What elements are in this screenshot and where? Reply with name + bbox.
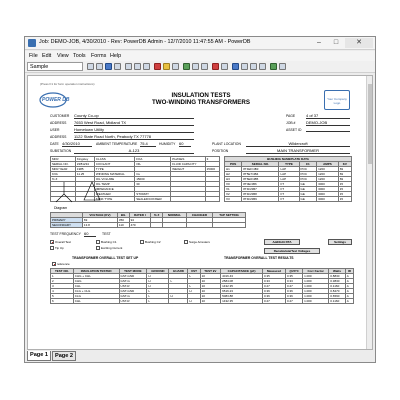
table-cell[interactable]: 6 <box>51 299 74 304</box>
table-cell[interactable]: % Z <box>51 177 76 182</box>
table-icon[interactable] <box>201 63 208 70</box>
table-cell[interactable]: 1200 <box>317 167 339 172</box>
table-cell[interactable]: 470 <box>129 223 151 228</box>
table-cell[interactable]: X3 <box>225 197 242 202</box>
table-cell[interactable]: A <box>345 289 353 294</box>
table-cell[interactable]: STORMY <box>135 192 171 197</box>
position-label: POSITION <box>212 149 229 153</box>
table-cell[interactable]: 0.33 <box>262 279 285 284</box>
customer-label: CUSTOMER <box>50 114 70 118</box>
table-cell[interactable]: L <box>188 284 200 289</box>
overall-test-checkbox[interactable] <box>50 240 54 244</box>
table-cell[interactable]: H <box>147 284 169 289</box>
table-cell[interactable]: 3000 <box>317 197 339 202</box>
table-cell[interactable]: 1.000 <box>303 279 329 284</box>
table-cell[interactable]: 1432.35 <box>221 299 263 304</box>
table-cell[interactable]: H3 <box>225 177 242 182</box>
table-cell[interactable]: GE <box>299 187 317 192</box>
menu-bar <box>25 51 375 61</box>
table-row <box>51 223 246 228</box>
table-cell[interactable]: X0 <box>225 182 242 187</box>
settings-button[interactable]: Settings <box>328 239 352 245</box>
table-cell[interactable]: 8T5E7/4B4 <box>242 172 279 177</box>
bushing-table <box>224 156 352 202</box>
table-cell[interactable]: L <box>147 299 169 304</box>
table-cell[interactable]: 10 <box>200 274 221 279</box>
table-cell: % Z <box>151 213 163 218</box>
surge-arresters-checkbox[interactable] <box>184 240 188 244</box>
table-cell[interactable]: 3000 <box>317 182 339 187</box>
table-cell[interactable]: GST-G <box>119 279 147 284</box>
exciting-current-label: Exciting Current <box>101 246 123 250</box>
table-cell[interactable]: 1.000 <box>303 274 329 279</box>
table-cell[interactable]: 13.8 <box>82 223 117 228</box>
page-field[interactable]: 4 of 37 <box>306 113 350 119</box>
table-cell[interactable]: WEIGHT <box>171 167 205 172</box>
table-cell[interactable]: A <box>345 294 353 299</box>
menu-view[interactable]: View <box>57 52 69 59</box>
toolbar <box>25 61 375 73</box>
table-cell: BIL <box>117 213 129 218</box>
bushing-c2-checkbox[interactable] <box>140 240 144 244</box>
table-cell[interactable]: TYPE <box>94 167 134 172</box>
table-cell: Corr Factor <box>303 269 329 274</box>
table-cell: VOLTAGE (KV) <box>82 213 117 218</box>
table-cell[interactable]: 6516.23 <box>221 289 263 294</box>
table-cell[interactable]: A <box>345 299 353 304</box>
table-cell[interactable]: UST-R <box>119 284 147 289</box>
bushing-table-title: BUSHING NAMEPLATE DATA <box>225 157 352 162</box>
window-title: Job: DEMO-JOB, 4/30/2010 - Rev: PowerDB Admin - 12/7/2010 11:47:55 AM - PowerDB <box>39 39 251 45</box>
table-cell[interactable]: 1985 <box>75 167 94 172</box>
table-cell[interactable]: FLUID CAPACITY <box>171 162 205 167</box>
delete-icon[interactable] <box>154 63 161 70</box>
table-row <box>225 197 352 202</box>
table-cell[interactable]: 15 <box>338 182 351 187</box>
table-cell[interactable]: 0.36 <box>285 289 302 294</box>
table-cell[interactable]: TANK TYPE <box>94 197 134 202</box>
export-icon[interactable] <box>241 63 248 70</box>
table-cell: PRIMARY <box>51 218 83 223</box>
table-cell[interactable]: 1200 <box>317 172 339 177</box>
date-field[interactable]: 4/30/2010 <box>62 141 92 147</box>
table-cell[interactable]: FT <box>279 192 299 197</box>
menu-tools[interactable]: Tools <box>73 52 86 59</box>
table-cell[interactable]: H <box>147 274 169 279</box>
table-cell: @20°C <box>285 269 302 274</box>
refresh-icon[interactable] <box>270 63 277 70</box>
vertical-scrollbar[interactable] <box>366 76 372 349</box>
table-cell[interactable]: 11.25 <box>75 172 94 177</box>
winding-diagram <box>52 176 106 210</box>
address-label: ADDRESS <box>50 121 67 125</box>
table-cell[interactable]: L <box>169 279 188 284</box>
table-cell[interactable]: POC <box>299 167 317 172</box>
scrollbar-thumb[interactable] <box>368 84 372 164</box>
table-cell[interactable]: 15 <box>338 197 351 202</box>
cut-icon[interactable] <box>125 63 132 70</box>
table-cell: GROUND <box>147 269 169 274</box>
table-cell[interactable]: FT <box>279 197 299 202</box>
folder-icon[interactable] <box>163 63 170 70</box>
table-cell[interactable]: GE <box>299 192 317 197</box>
table-cell[interactable]: 0.35 <box>285 274 302 279</box>
tab-page-1[interactable]: Page 1 <box>27 351 51 361</box>
table-cell[interactable]: 2 <box>51 279 74 284</box>
table-cell: AMPS <box>317 162 339 167</box>
app-icon <box>28 39 36 47</box>
menu-help[interactable]: Help <box>110 52 122 59</box>
table-cell[interactable]: A <box>345 279 353 284</box>
bushing-c2-label: Bushing C2 <box>145 240 161 244</box>
table-cell: Watts <box>329 269 346 274</box>
table-cell[interactable] <box>186 223 212 228</box>
user-label: USER <box>50 128 60 132</box>
table-cell: C1 <box>299 162 317 167</box>
table-cell[interactable]: CLASS <box>94 157 134 162</box>
page-tabs <box>27 351 373 362</box>
table-cell[interactable]: 3000 <box>317 192 339 197</box>
table-cell[interactable]: 4016.43 <box>221 274 263 279</box>
overall-setup-title: TRANSFORMER OVERALL TEST SET UP <box>72 256 139 260</box>
table-cell[interactable]: GST-GND <box>119 274 147 279</box>
table-cell[interactable]: 1.000 <box>303 294 329 299</box>
table-cell[interactable]: MFR YEAR <box>51 167 76 172</box>
table-cell[interactable]: 15000 <box>135 177 171 182</box>
page-label: PAGE <box>286 114 296 118</box>
table-cell[interactable]: KVA <box>51 172 76 177</box>
table-cell[interactable]: 0.8830 <box>329 274 346 279</box>
table-cell: IR <box>345 269 353 274</box>
help-icon[interactable] <box>279 63 286 70</box>
table-cell[interactable]: 5083.88 <box>221 294 263 299</box>
table-cell[interactable]: 10 <box>200 284 221 289</box>
table-cell[interactable]: 8T0E/4B6 <box>242 182 279 187</box>
table-cell[interactable]: UST-R <box>119 299 147 304</box>
table-cell[interactable]: 8T4EF/4B3 <box>242 167 279 172</box>
table-cell[interactable]: WINDING MATERIAL <box>94 172 134 177</box>
substation-field[interactable]: A-123 <box>74 148 194 154</box>
table-cell[interactable] <box>213 223 246 228</box>
table-cell[interactable]: 1200 <box>317 177 339 182</box>
test-frequency-field[interactable]: 60 <box>84 231 96 237</box>
table-cell[interactable]: L <box>147 289 169 294</box>
open-icon[interactable] <box>96 63 103 70</box>
table-cell[interactable]: 0.33 <box>285 279 302 284</box>
table-cell[interactable]: 10 <box>200 294 221 299</box>
substation-label: SUBSTATION <box>50 149 72 153</box>
table-cell[interactable]: 1.000 <box>303 299 329 304</box>
overall-test-label: Overall Test <box>55 240 71 244</box>
table-cell[interactable]: 0.27 <box>285 299 302 304</box>
table-cell: RATED I <box>129 213 151 218</box>
table-cell[interactable]: 3 <box>51 284 74 289</box>
table-cell[interactable]: WEATHER <box>94 192 134 197</box>
table-cell[interactable]: CHG <box>73 279 119 284</box>
bushing-c1-label: Bushing C1 <box>101 240 117 244</box>
test-frequency-label: TEST FREQUENCY <box>50 232 81 236</box>
table-cell[interactable]: LAP <box>279 172 299 177</box>
table-cell[interactable]: 0.27 <box>262 284 285 289</box>
table-cell[interactable] <box>151 223 163 228</box>
table-cell[interactable]: H <box>188 289 200 294</box>
table-cell[interactable]: A <box>345 284 353 289</box>
table-cell[interactable]: A <box>345 274 353 279</box>
table-cell: UST <box>188 269 200 274</box>
table-cell[interactable]: GST-G <box>119 294 147 299</box>
user-address-field[interactable]: 1122 State Road North, Peabody TX 77778 <box>74 134 194 140</box>
table-cell[interactable] <box>205 197 219 202</box>
table-cell[interactable]: 15 <box>338 192 351 197</box>
table-cell: POS <box>225 162 242 167</box>
table-cell[interactable]: 0.27 <box>285 284 302 289</box>
form-area <box>27 75 373 350</box>
hint-text: (Press F1 for form operation instructions) <box>40 82 95 86</box>
reference-checkbox[interactable] <box>52 262 56 266</box>
job-label: JOB # <box>286 121 296 125</box>
menu-forms[interactable]: Forms <box>91 52 107 59</box>
table-cell[interactable]: CLG + CHL <box>73 289 119 294</box>
table-cell[interactable]: 5 <box>51 294 74 299</box>
table-cell[interactable]: 1432.35 <box>221 284 263 289</box>
table-cell[interactable]: GE <box>299 197 317 202</box>
table-cell[interactable]: H <box>188 299 200 304</box>
tab-page-2[interactable]: Page 2 <box>52 351 76 361</box>
table-cell[interactable]: 8T4D/4B7 <box>242 187 279 192</box>
table-cell[interactable]: FT <box>279 182 299 187</box>
user-field[interactable]: Hometown Utility <box>74 127 194 133</box>
table-cell[interactable]: COOLANT <box>94 162 134 167</box>
table-cell[interactable]: 10 <box>200 299 221 304</box>
position-field[interactable]: MAIN TRANSFORMER <box>246 148 350 154</box>
table-cell: TYPE <box>279 162 299 167</box>
table-cell[interactable]: 1 <box>51 274 74 279</box>
table-cell: TAP SETTING <box>213 213 246 218</box>
table-cell[interactable]: 15000 <box>205 167 219 172</box>
table-cell[interactable]: FT <box>279 187 299 192</box>
humidity-label: HUMIDITY <box>159 142 176 146</box>
table-cell: Measured <box>262 269 285 274</box>
powerdb-window <box>24 36 376 363</box>
table-cell[interactable]: 69 <box>338 177 351 182</box>
add-edit-dta-button[interactable]: Add/Edit DTA <box>264 239 300 245</box>
table-cell[interactable]: 94 <box>129 218 151 223</box>
table-cell[interactable]: L <box>147 294 169 299</box>
table-cell[interactable]: 0.36 <box>262 289 285 294</box>
zoom-in-icon[interactable] <box>250 63 257 70</box>
table-cell[interactable]: L <box>188 274 200 279</box>
table-cell[interactable]: Kingsley <box>75 157 94 162</box>
recalculate-button[interactable]: Recalculate/Test Voltages <box>264 248 320 254</box>
table-cell[interactable]: POC <box>299 172 317 177</box>
table-cell[interactable]: 15 <box>338 187 351 192</box>
powerdb-logo <box>38 90 70 108</box>
table-cell[interactable]: 2584.08 <box>221 279 263 284</box>
table-cell[interactable]: 10 <box>200 289 221 294</box>
user-address-label: ADDRESS <box>50 135 67 139</box>
table-cell: SERIAL NO. <box>242 162 279 167</box>
date-label: DATE <box>50 142 59 146</box>
tip-up-checkbox[interactable] <box>50 246 54 250</box>
table-cell[interactable]: 3 <box>205 157 219 162</box>
table-cell[interactable]: H2 <box>225 172 242 177</box>
table-cell[interactable]: 0.1160 <box>329 299 346 304</box>
table-cell[interactable] <box>171 197 205 202</box>
test-label: TEST <box>102 232 111 236</box>
table-cell[interactable]: 69 <box>338 172 351 177</box>
table-cell[interactable]: GE <box>299 182 317 187</box>
table-cell: GUARD <box>169 269 188 274</box>
table-cell[interactable]: IMPEDANCE <box>94 187 134 192</box>
table-cell[interactable]: 0.8470 <box>329 289 346 294</box>
import-icon[interactable] <box>232 63 239 70</box>
print-icon[interactable] <box>114 63 121 70</box>
table-cell: TEST MODE <box>119 269 147 274</box>
job-field[interactable]: DEMO-JOB <box>306 120 350 126</box>
form-icon[interactable] <box>172 63 179 70</box>
table-cell: KV <box>338 162 351 167</box>
table-cell[interactable]: 8T4D/4B9 <box>242 197 279 202</box>
reference-label: reference <box>57 262 70 266</box>
table-cell[interactable]: 30 <box>135 182 171 187</box>
table-cell[interactable]: 110 <box>117 223 129 228</box>
table-cell[interactable]: 350 <box>117 218 129 223</box>
chart-icon[interactable] <box>192 63 199 70</box>
table-cell: SECONDARY <box>51 223 83 228</box>
new-icon[interactable] <box>87 63 94 70</box>
asset-id-label: ASSET ID <box>286 128 302 132</box>
overall-results-table <box>50 268 354 304</box>
title-bar <box>25 37 375 50</box>
form-title: INSULATION TESTS <box>171 92 231 99</box>
table-cell[interactable]: 10 <box>200 279 221 284</box>
table-cell: TEST NO. <box>51 269 74 274</box>
menu-edit[interactable]: Edit <box>42 52 52 59</box>
zoom-out-icon[interactable] <box>259 63 266 70</box>
table-cell[interactable]: 1.000 <box>303 284 329 289</box>
table-cell[interactable]: CLG <box>73 294 119 299</box>
asset-id-field[interactable] <box>306 127 350 132</box>
table-cell[interactable]: H <box>147 279 169 284</box>
table-cell[interactable]: OIL <box>135 162 171 167</box>
table-cell[interactable]: 0.6590 <box>329 294 346 299</box>
table-cell[interactable]: SERIAL NO. <box>51 162 76 167</box>
table-cell[interactable]: X1 <box>225 187 242 192</box>
table-cell: NORMAL <box>163 213 187 218</box>
stop-icon[interactable] <box>212 63 219 70</box>
winding-table <box>50 212 246 228</box>
table-cell[interactable]: LAP <box>279 167 299 172</box>
table-cell[interactable]: OIL VOLUME <box>94 177 134 182</box>
surge-arresters-label: Surge Arresters <box>189 240 210 244</box>
table-cell[interactable]: CHL <box>73 299 119 304</box>
menu-file[interactable]: File <box>29 52 38 59</box>
table-cell[interactable]: 0.36 <box>262 294 285 299</box>
plant-location-field[interactable]: Wildercroft <box>246 141 350 147</box>
table-cell[interactable]: 69 <box>82 218 117 223</box>
table-cell[interactable]: GST-GND <box>119 289 147 294</box>
copy-icon[interactable] <box>134 63 141 70</box>
table-cell[interactable]: 0.35 <box>262 274 285 279</box>
temperature-label: AMBIENT TEMPERATURE <box>96 142 138 146</box>
settings-icon[interactable] <box>221 63 228 70</box>
minimize-button[interactable]: – <box>317 39 321 46</box>
table-cell[interactable]: CHG + CHL <box>73 274 119 279</box>
bushing-c1-checkbox[interactable] <box>96 240 100 244</box>
table-cell[interactable]: OIL TEMP <box>94 182 134 187</box>
table-cell[interactable]: X2 <box>225 192 242 197</box>
table-cell[interactable]: Cu <box>135 172 171 177</box>
exciting-current-checkbox[interactable] <box>96 246 100 250</box>
humidity-field[interactable]: 60 <box>179 141 191 147</box>
table-cell[interactable] <box>169 299 188 304</box>
tip-up-label: Tip Up <box>55 246 64 250</box>
table-cell[interactable]: LAP <box>279 177 299 182</box>
temperature-field[interactable]: 75.4 <box>140 141 156 147</box>
table-cell[interactable]: H <box>169 294 188 299</box>
table-cell[interactable]: 3000 <box>317 187 339 192</box>
table-cell[interactable]: 4 <box>51 289 74 294</box>
table-cell: INSULATION TESTED <box>73 269 119 274</box>
maximize-button[interactable]: □ <box>333 39 339 46</box>
address-field[interactable]: 7653 West Road, Midland TX <box>74 120 194 126</box>
table-cell[interactable]: SEALED/CONSER <box>135 197 171 202</box>
save-icon[interactable] <box>105 63 112 70</box>
plant-location-label: PLANT LOCATION <box>212 142 241 146</box>
table-cell: CAPACITANCE (pF) <box>221 269 263 274</box>
table-cell[interactable]: 0.27 <box>262 299 285 304</box>
table-cell[interactable]: 0.36 <box>285 294 302 299</box>
table-cell[interactable]: 0.1160 <box>329 284 346 289</box>
table-cell[interactable]: 1.000 <box>303 289 329 294</box>
company-logo: Your Company Logo <box>324 90 350 110</box>
table-cell[interactable]: FOA <box>135 157 171 162</box>
table-row <box>51 299 354 304</box>
table-cell[interactable]: 69 <box>338 167 351 172</box>
table-cell[interactable]: CHL <box>73 284 119 289</box>
table-cell[interactable]: MFR <box>51 157 76 162</box>
table-cell[interactable]: PHASES <box>171 157 205 162</box>
table-cell[interactable]: 8T6E0/4B5 <box>242 177 279 182</box>
table-cell[interactable]: POC <box>299 177 317 182</box>
sample-selector[interactable]: Sample <box>27 62 83 71</box>
form-subtitle: TWO-WINDING TRANSFORMERS <box>152 99 250 106</box>
table-cell: CHANGER <box>186 213 212 218</box>
overall-results-title: TRANSFORMER OVERALL TEST RESULTS <box>224 256 294 260</box>
table-cell[interactable]: 8T4D/4B8 <box>242 192 279 197</box>
close-button[interactable]: ✕ <box>345 38 373 48</box>
svg-text:Diagram: Diagram <box>54 206 68 210</box>
svg-text:POWER DB: POWER DB <box>42 97 70 103</box>
table-cell[interactable] <box>163 223 187 228</box>
paste-icon[interactable] <box>143 63 150 70</box>
run-test-icon[interactable] <box>183 63 190 70</box>
table-cell[interactable]: 0.3830 <box>329 279 346 284</box>
table-cell: TEST kV <box>200 269 221 274</box>
table-cell[interactable]: ZZ81234 <box>75 162 94 167</box>
customer-field[interactable]: County Co-op <box>74 113 194 119</box>
table-cell[interactable]: H1 <box>225 167 242 172</box>
